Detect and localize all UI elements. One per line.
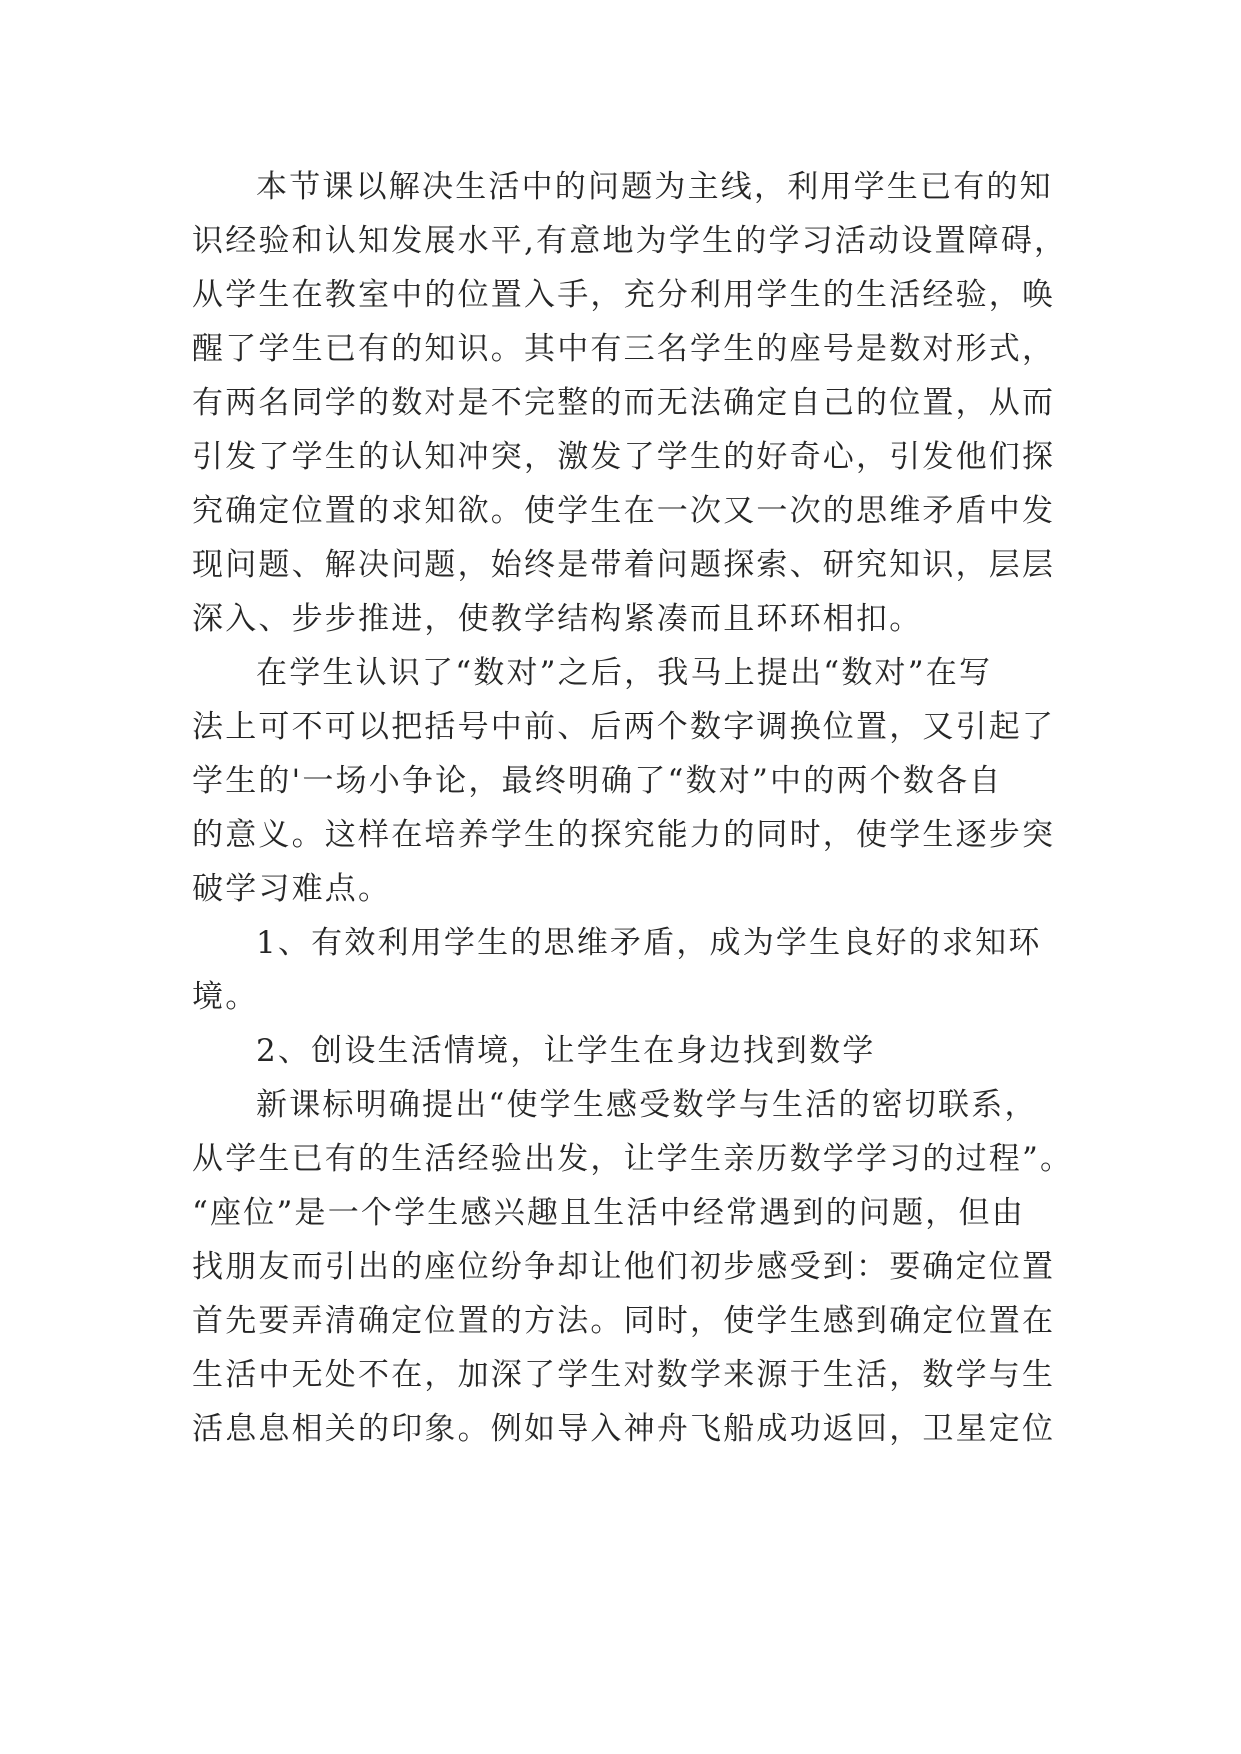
text-line: 的意义。这样在培养学生的探究能力的同时，使学生逐步突 — [192, 817, 1056, 853]
text-line: 在学生认识了“数对”之后，我马上提出“数对”在写 — [256, 655, 993, 691]
text-line: 破学习难点。 — [192, 871, 392, 907]
text-line: 引发了学生的认知冲突，激发了学生的好奇心，引发他们探 — [192, 439, 1056, 475]
text-line: 究确定位置的求知欲。使学生在一次又一次的思维矛盾中发 — [192, 493, 1056, 529]
document-body — [192, 160, 1092, 1456]
text-line: 生活中无处不在，加深了学生对数学来源于生活，数学与生 — [192, 1357, 1056, 1393]
text-line: 境。 — [192, 979, 259, 1015]
text-line: 现问题、解决问题，始终是带着问题探索、研究知识，层层 — [192, 547, 1056, 583]
text-line: 首先要弄清确定位置的方法。同时，使学生感到确定位置在 — [192, 1303, 1056, 1339]
text-line: 2、创设生活情境，让学生在身边找到数学 — [256, 1033, 876, 1069]
text-line: 学生的'一场小争论，最终明确了“数对”中的两个数各自 — [192, 763, 1003, 799]
text-line: 从学生在教室中的位置入手，充分利用学生的生活经验，唤 — [192, 277, 1056, 313]
text-line: 法上可不可以把括号中前、后两个数字调换位置，又引起了 — [192, 709, 1056, 745]
text-line: 本节课以解决生活中的问题为主线，利用学生已有的知 — [256, 169, 1053, 205]
text-line: 识经验和认知发展水平,有意地为学生的学习活动设置障碍， — [192, 223, 1068, 259]
text-line: 从学生已有的生活经验出发，让学生亲历数学学习的过程”。 — [192, 1141, 1074, 1177]
text-line: 醒了学生已有的知识。其中有三名学生的座号是数对形式， — [192, 331, 1056, 367]
text-line: “座位”是一个学生感兴趣且生活中经常遇到的问题，但由 — [192, 1195, 1025, 1231]
text-line: 活息息相关的印象。例如导入神舟飞船成功返回，卫星定位 — [192, 1411, 1056, 1447]
text-line: 找朋友而引出的座位纷争却让他们初步感受到：要确定位置 — [192, 1249, 1056, 1285]
text-line: 有两名同学的数对是不完整的而无法确定自己的位置，从而 — [192, 385, 1056, 421]
text-line: 深入、步步推进，使教学结构紧凑而且环环相扣。 — [192, 601, 923, 637]
text-line: 1、有效利用学生的思维矛盾，成为学生良好的求知环 — [256, 925, 1042, 961]
text-line: 新课标明确提出“使学生感受数学与生活的密切联系， — [256, 1087, 1038, 1123]
